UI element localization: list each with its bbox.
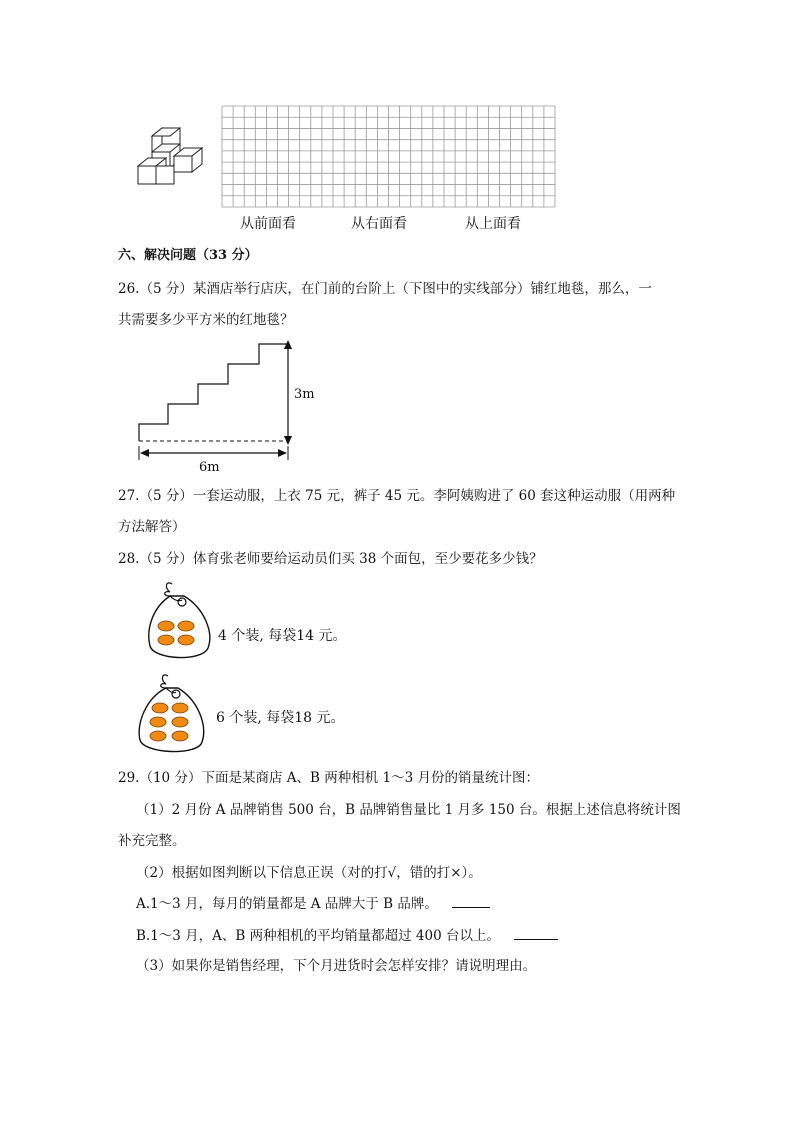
stairs-height-label: 3m: [294, 387, 315, 402]
view-label-right: 从右面看: [351, 216, 407, 232]
arrow-left: [140, 449, 149, 457]
q29-part1-line2: 补充完整。: [118, 833, 186, 849]
q26-line1: 26.（5 分）某酒店举行店庆，在门前的台阶上（下图中的实线部分）铺红地毯，那么，一: [118, 281, 652, 297]
q28-line1: 28.（5 分）体育张老师要给运动员们买 38 个面包，至少要花多少钱？: [118, 551, 543, 567]
bread-bag-6-icon: [134, 672, 208, 756]
section-title: 六、解决问题（33 分）: [118, 248, 258, 263]
q29-item-a-text: A.1～3 月，每月的销量都是 A 品牌大于 B 品牌。: [136, 896, 438, 912]
arrow-down: [284, 436, 292, 445]
view-grid: [222, 106, 556, 208]
q29-part3: （3）如果你是销售经理，下个月进货时会怎样安排？请说明理由。: [136, 958, 537, 974]
q29-line1: 29.（10 分）下面是某商店 A、B 两种相机 1～3 月份的销量统计图：: [118, 770, 539, 786]
q29-item-a: [136, 893, 490, 914]
bread-option-1: 4 个装, 每袋14 元。: [218, 628, 347, 644]
cube-figure: [136, 126, 208, 196]
view-label-front: 从前面看: [240, 216, 296, 232]
q29-item-b: [136, 925, 558, 946]
stairs-width-label: 6m: [199, 460, 220, 475]
q29-part1-line1: （1）2 月份 A 品牌销售 500 台，B 品牌销售量比 1 月多 150 台。根据上述信息将统计图: [136, 802, 681, 818]
arrow-right: [278, 449, 287, 457]
q27-line2: 方法解答）: [118, 519, 186, 535]
q29-item-b-answer-blank[interactable]: [514, 925, 558, 940]
q29-part2: （2）根据如图判断以下信息正误（对的打√，错的打×）。: [136, 865, 482, 881]
stairs-outline: [139, 344, 288, 441]
q27-line1: 27.（5 分）一套运动服，上衣 75 元，裤子 45 元。李阿姨购进了 60 套这种运动服（用两种: [118, 488, 676, 504]
q26-line2: 共需要多少平方米的红地毯？: [118, 312, 294, 328]
bread-bag-4-icon: [144, 580, 214, 662]
bread-option-2: 6 个装, 每袋18 元。: [216, 710, 345, 726]
q29-item-b-text: B.1～3 月，A、B 两种相机的平均销量都超过 400 台以上。: [136, 928, 500, 944]
q29-item-a-answer-blank[interactable]: [452, 893, 490, 908]
view-label-top: 从上面看: [465, 216, 521, 232]
